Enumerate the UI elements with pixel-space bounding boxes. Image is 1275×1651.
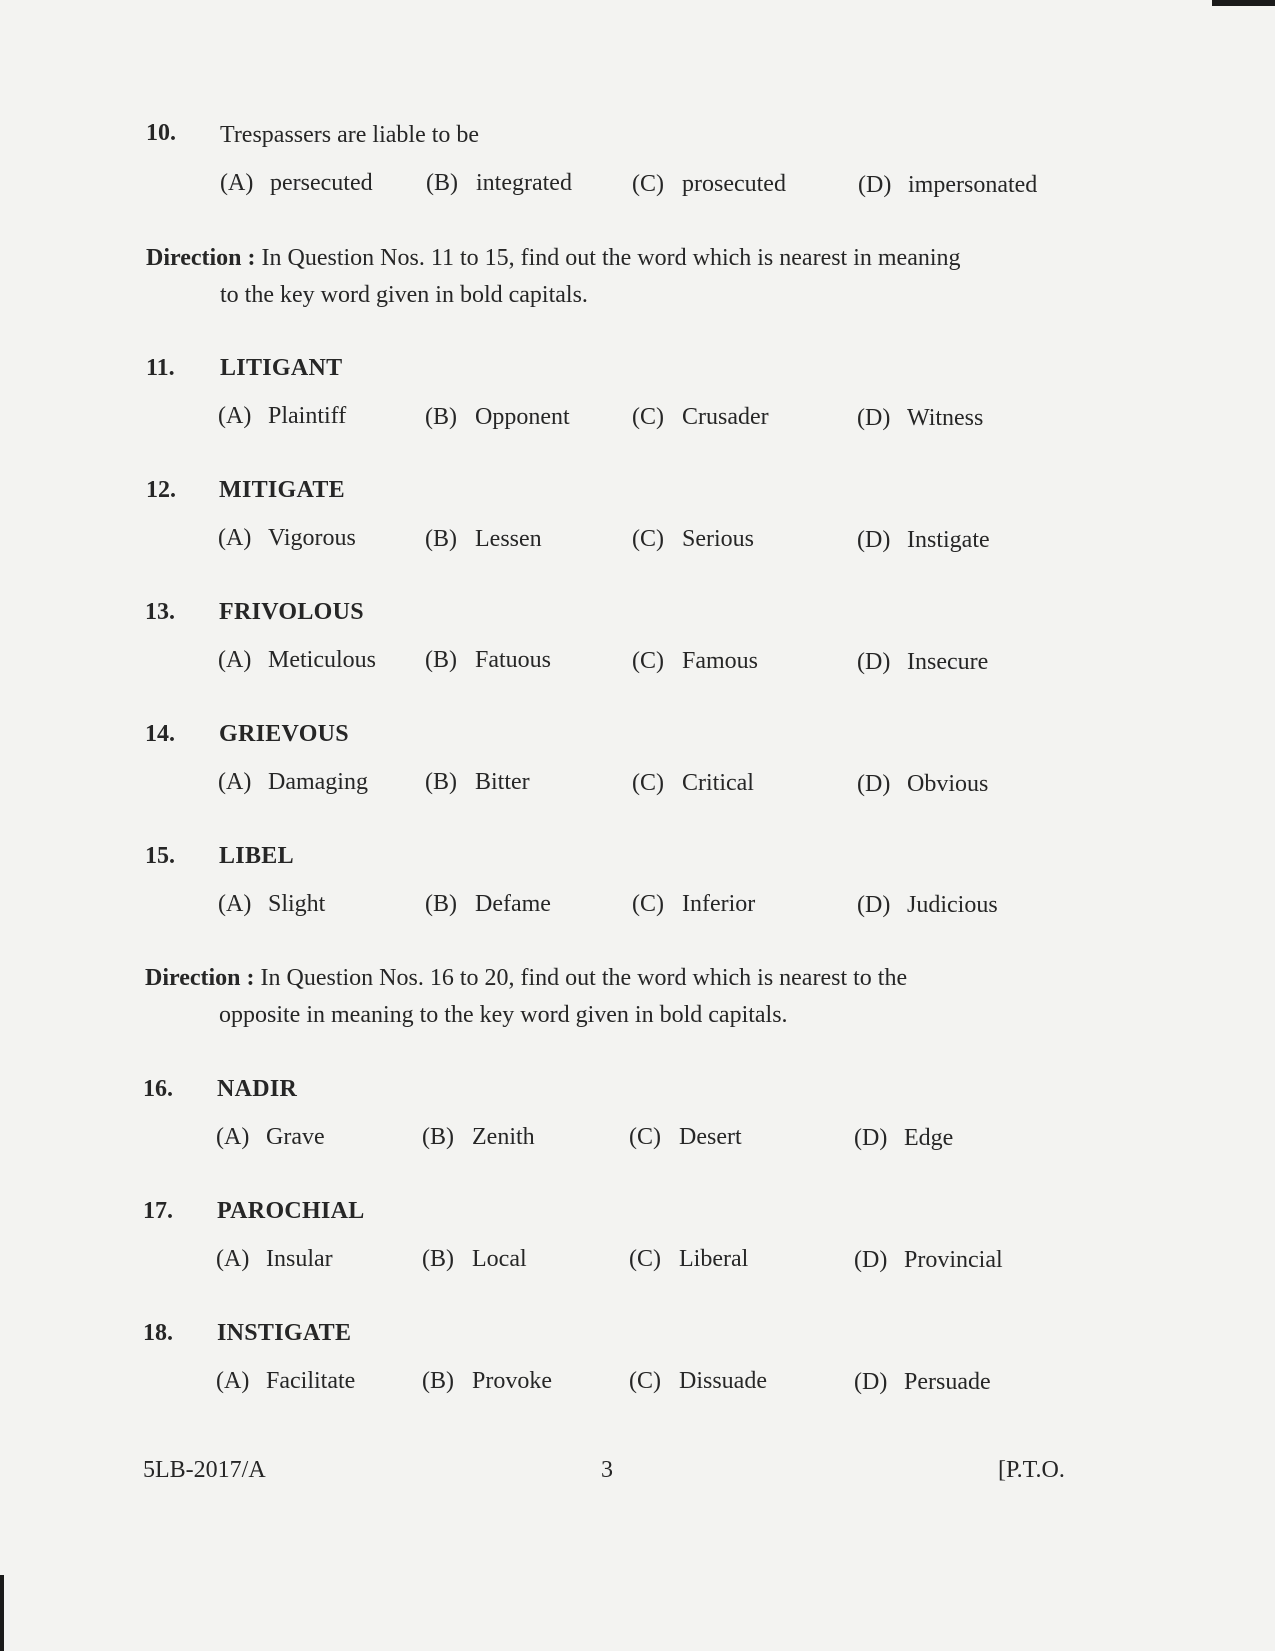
key-word: MITIGATE: [219, 477, 345, 503]
option-a: (A) Damaging: [218, 769, 368, 795]
option-b: (B) Lessen: [425, 526, 542, 552]
paper-code: 5LB-2017/A: [143, 1457, 266, 1483]
key-word: GRIEVOUS: [219, 721, 349, 747]
question-number: 15.: [145, 843, 175, 869]
option-d: (D) Insecure: [857, 649, 989, 675]
key-word: LIBEL: [219, 843, 294, 869]
option-a: (A) Slight: [218, 891, 326, 917]
option-c: (C) Famous: [632, 648, 759, 674]
question-number: 16.: [143, 1076, 173, 1102]
question-number: 12.: [146, 477, 176, 503]
option-c: (C) Critical: [632, 770, 754, 796]
question-stem: Trespassers are liable to be: [220, 122, 480, 148]
option-a: (A) Insular: [216, 1246, 333, 1272]
question-number: 17.: [143, 1198, 173, 1224]
option-d: (D) Witness: [857, 405, 984, 431]
option-c: (C) Liberal: [629, 1246, 749, 1272]
option-a: (A) Plaintiff: [218, 403, 347, 429]
key-word: PAROCHIAL: [217, 1198, 365, 1224]
option-d: (D) Judicious: [857, 892, 998, 918]
option-d: (D) Persuade: [854, 1369, 991, 1395]
question-number: 18.: [143, 1320, 173, 1346]
option-d: (D) Instigate: [857, 527, 990, 553]
option-c: (C) Serious: [632, 526, 754, 552]
option-c: (C) Dissuade: [629, 1368, 767, 1394]
option-a: (A) Grave: [216, 1124, 325, 1150]
question-number: 14.: [145, 721, 175, 747]
option-d: (D) Provincial: [854, 1247, 1003, 1273]
option-a: (A) Meticulous: [218, 647, 376, 673]
option-d: (D) Edge: [854, 1125, 954, 1151]
question-number: 13.: [145, 599, 175, 625]
option-a: (A) Vigorous: [218, 525, 356, 551]
option-c: (C) Desert: [629, 1124, 742, 1150]
question-number: 10.: [146, 120, 176, 146]
option-b: (B) Opponent: [425, 404, 570, 430]
option-b: (B) integrated: [426, 170, 572, 196]
option-b: (B) Zenith: [422, 1124, 535, 1150]
scan-edge-mark-top-right: [1212, 0, 1275, 6]
key-word: FRIVOLOUS: [219, 599, 364, 625]
key-word: INSTIGATE: [217, 1320, 352, 1346]
option-c: (C) Crusader: [632, 404, 769, 430]
option-d: (D) impersonated: [858, 172, 1038, 198]
direction-antonyms: Direction : In Question Nos. 16 to 20, find out the word which is nearest to the opposite in meaning to the key word given in bold capitals.: [145, 965, 908, 1028]
option-b: (B) Defame: [425, 891, 551, 917]
key-word: NADIR: [217, 1076, 298, 1102]
option-b: (B) Local: [422, 1246, 527, 1272]
key-word: LITIGANT: [220, 355, 343, 381]
scan-edge-mark-bottom-left: [0, 1575, 4, 1651]
option-c: (C) Inferior: [632, 891, 756, 917]
option-a: (A) persecuted: [220, 170, 373, 196]
option-a: (A) Facilitate: [216, 1368, 356, 1394]
please-turn-over: [P.T.O.: [998, 1457, 1065, 1483]
direction-synonyms: Direction : In Question Nos. 11 to 15, find out the word which is nearest in meaning to the key word given in bold capitals.: [146, 245, 961, 308]
option-d: (D) Obvious: [857, 771, 989, 797]
option-b: (B) Provoke: [422, 1368, 552, 1394]
question-number: 11.: [146, 355, 175, 381]
option-b: (B) Fatuous: [425, 647, 552, 673]
option-b: (B) Bitter: [425, 769, 530, 795]
page-number: 3: [601, 1457, 613, 1483]
option-c: (C) prosecuted: [632, 171, 786, 197]
